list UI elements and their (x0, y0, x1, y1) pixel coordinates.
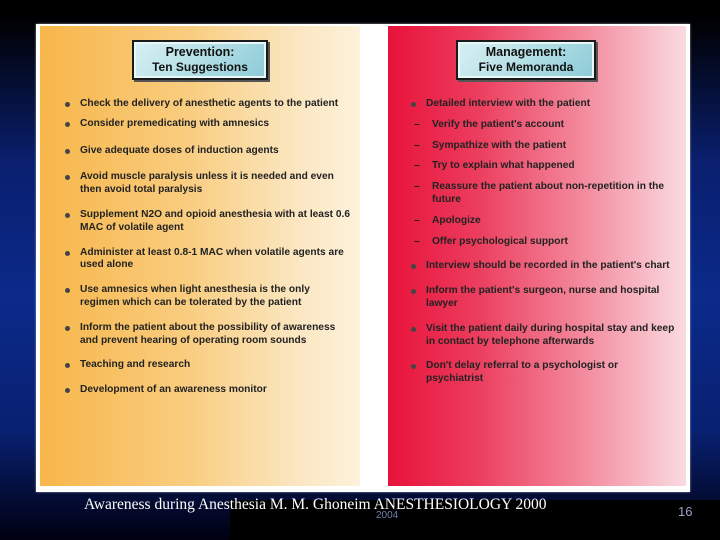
list-item: Avoid muscle paralysis unless it is needed and even then avoid total paralysis (62, 171, 352, 197)
bullet-icon (65, 288, 70, 293)
bullet-icon (411, 289, 416, 294)
bullet-icon (65, 122, 70, 127)
bullet-icon (411, 364, 416, 369)
prevention-list (62, 98, 352, 397)
list-item: Supplement N2O and opioid anesthesia with at least 0.6 MAC of volatile agent (62, 209, 352, 235)
bullet-icon (65, 251, 70, 256)
sub-list-item: – Apologize (414, 214, 481, 226)
bullet-icon (411, 102, 416, 107)
sub-list-item: – Offer psychological support (414, 235, 568, 247)
bullet-icon (65, 326, 70, 331)
management-title-box (456, 40, 596, 80)
management-panel (388, 26, 686, 486)
prevention-title-box (132, 40, 268, 80)
bullet-icon (65, 102, 70, 107)
bullet-icon (65, 388, 70, 393)
sub-list-item: – Reassure the patient about non-repetition in the future (414, 181, 665, 205)
management-title: Management: (485, 45, 567, 59)
list-item: Inform the patient's surgeon, nurse and hospital lawyer (408, 285, 678, 311)
list-item: Give adequate doses of induction agents (62, 145, 352, 158)
year-label: 2004 (376, 510, 399, 521)
list-item: Use amnesics when light anesthesia is the only regimen which can be tolerated by the patient (62, 284, 352, 310)
prevention-panel (40, 26, 360, 486)
bullet-icon (411, 264, 416, 269)
sub-list-item: – Sympathize with the patient (414, 139, 567, 151)
management-subtitle: Five Memoranda (478, 60, 574, 74)
management-list (408, 98, 678, 386)
list-item: Interview should be recorded in the patient's chart (408, 260, 678, 273)
list-item: Teaching and research (62, 359, 352, 372)
figure-table (36, 24, 690, 492)
prevention-subtitle: Ten Suggestions (152, 60, 248, 74)
list-item: Administer at least 0.8-1 MAC when volatile agents are used alone (62, 247, 352, 273)
bullet-icon (65, 149, 70, 154)
bullet-icon (65, 213, 70, 218)
list-item: Development of an awareness monitor (62, 384, 352, 397)
bullet-icon (411, 327, 416, 332)
list-item: Check the delivery of anesthetic agents to the patient (62, 98, 352, 111)
list-item: Visit the patient daily during hospital stay and keep in contact by telephone afterwards (408, 323, 678, 349)
page-number: 16 (678, 504, 693, 519)
prevention-title: Prevention: (165, 45, 235, 59)
list-item: Inform the patient about the possibility of awareness and prevent hearing of operating room sounds (62, 322, 352, 348)
citation-caption: Awareness during Anesthesia M. M. Ghoneim ANESTHESIOLOGY 2000 (84, 496, 547, 513)
list-item: Don't delay referral to a psychologist or psychiatrist (408, 360, 678, 386)
sub-list-item: – Verify the patient's account (414, 118, 565, 130)
list-item: Detailed interview with the patient (408, 98, 678, 111)
sub-list-item: – Try to explain what happened (414, 160, 575, 172)
bullet-icon (65, 363, 70, 368)
bullet-icon (65, 175, 70, 180)
list-item: Consider premedicating with amnesics (62, 118, 352, 131)
